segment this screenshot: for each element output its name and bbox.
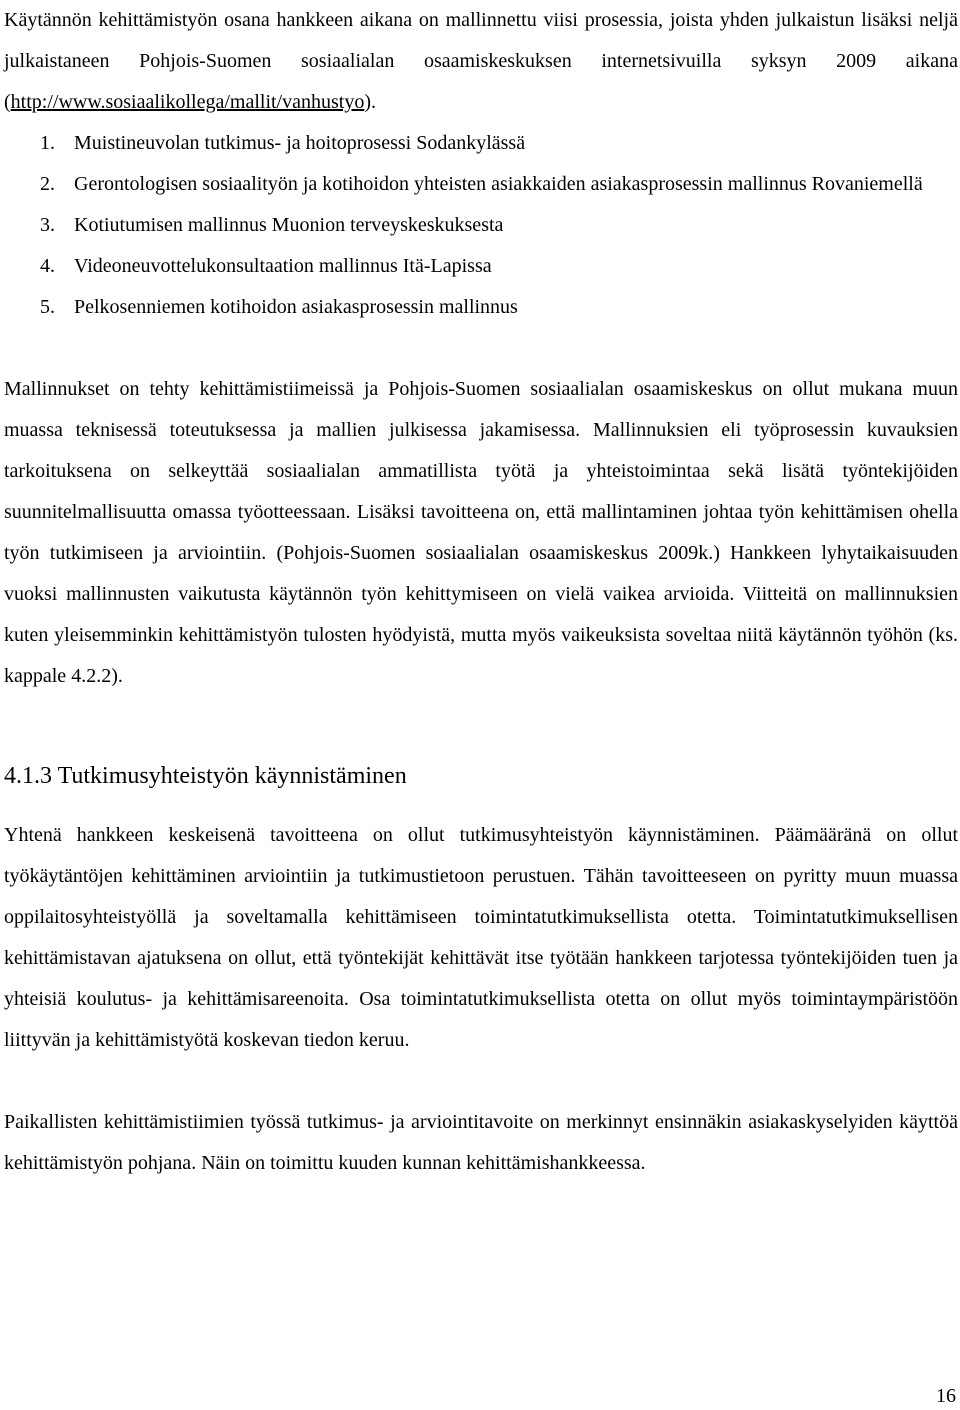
spacer [4, 1061, 958, 1102]
intro-text: Käytännön kehittämistyön osana hankkeen aikana on mallinnettu viisi prosessia, joista yhden julkaistun lisäksi neljä julkaistaneen Pohjois-Suomen sosiaalialan osaamiskeskuksen internetsivuilla syksyn 2009 aikana ( [4, 9, 958, 113]
spacer [4, 793, 958, 815]
spacer [4, 328, 958, 369]
list-item-number: 1. [40, 132, 55, 154]
list-item-text: Gerontologisen sosiaalityön ja kotihoidon yhteisten asiakkaiden asiakasprosessin mallinnus Rovaniemellä [74, 173, 923, 195]
list-item [40, 205, 958, 246]
list-item-number: 5. [40, 296, 55, 318]
list-item-text: Kotiutumisen mallinnus Muonion terveyskeskuksesta [74, 214, 504, 236]
intro-text-end: ). [364, 91, 377, 113]
list-item-text: Muistineuvolan tutkimus- ja hoitoprosessi Sodankylässä [74, 132, 526, 154]
list-item-number: 2. [40, 173, 55, 195]
list-item [40, 287, 958, 328]
sosiaalikollega-link[interactable]: http://www.sosiaalikollega/mallit/vanhustyo [10, 91, 365, 113]
list-item-number: 4. [40, 255, 55, 277]
intro-paragraph [4, 0, 958, 123]
page-number: 16 [936, 1385, 956, 1407]
section-heading: 4.1.3 Tutkimusyhteistyön käynnistäminen [4, 763, 407, 789]
spacer [4, 697, 958, 759]
list-item [40, 123, 958, 164]
document-page [4, 0, 958, 1184]
research-paragraph: Yhtenä hankkeen keskeisenä tavoitteena on ollut tutkimusyhteistyön käynnistäminen. Päämääränä on ollut työkäytäntöjen kehittäminen arviointiin ja tutkimustietoon perustuen. Tähän tavoitteeseen on pyritty muun muassa oppilaitosyhteistyöllä ja soveltamalla kehittämiseen toimintatutkimuksellista otetta. Toimintatutkimuksellisen kehittämistavan ajatuksena on ollut, että työntekijät kehittävät itse työtään hankkeen tarjotessa työntekijöiden tuen ja yhteisiä koulutus- ja kehittämisareenoita. Osa toimintatutkimuksellista otetta on ollut myös toimintaympäristöön liittyvän ja kehittämistyötä koskevan tiedon keruu. [4, 824, 958, 1051]
list-item-text: Pelkosenniemen kotihoidon asiakasprosessin mallinnus [74, 296, 518, 318]
list-item [40, 164, 958, 205]
list-item-text: Videoneuvottelukonsultaation mallinnus Itä-Lapissa [74, 255, 492, 277]
models-paragraph: Mallinnukset on tehty kehittämistiimeissä ja Pohjois-Suomen sosiaalialan osaamiskeskus on ollut mukana muun muassa teknisessä toteutuksessa ja mallien julkisessa jakamisessa. Mallinnuksien eli työprosessin kuvauksien tarkoituksena on selkeyttää sosiaalialan ammatillista työtä ja yhteistoimintaa sekä lisätä työntekijöiden suunnitelmallisuutta omassa työotteessaan. Lisäksi tavoitteena on, että mallintaminen johtaa työn kehittämisen ohella työn tutkimiseen ja arviointiin. (Pohjois-Suomen sosiaalialan osaamiskeskus 2009k.) Hankkeen lyhytaikaisuuden vuoksi mallinnusten vaikutusta käytännön työn kehittymiseen on vielä vaikea arvioida. Viitteitä on mallinnuksien kuten yleisemminkin kehittämistyön tulosten hyödyistä, mutta myös vaikeuksista soveltaa niitä käytännön työhön (ks. kappale 4.2.2). [4, 378, 958, 687]
list-item [40, 246, 958, 287]
process-list [4, 123, 958, 328]
list-item-number: 3. [40, 214, 55, 236]
local-teams-paragraph: Paikallisten kehittämistiimien työssä tutkimus- ja arviointitavoite on merkinnyt ensinnäkin asiakaskyselyiden käyttöä kehittämistyön pohjana. Näin on toimittu kuuden kunnan kehittämishankkeessa. [4, 1111, 958, 1174]
